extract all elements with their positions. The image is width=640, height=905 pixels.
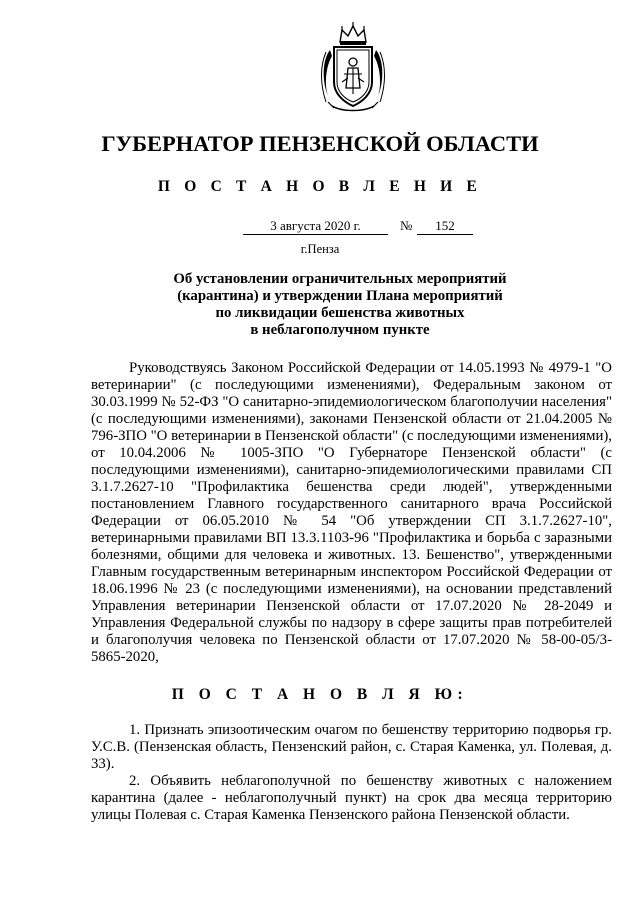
order-items — [91, 722, 612, 824]
order-item: 1. Признать эпизоотическим очагом по бешенству территорию подворья гр. У.С.В. (Пензенская область, Пензенский район, с. Старая Каменка, ул. Полевая, д. 33). — [91, 722, 612, 772]
decree-number: 152 — [417, 218, 473, 235]
decree-subject — [120, 271, 560, 339]
document-type-title: П О С Т А Н О В Л Е Н И Е — [157, 178, 483, 195]
decree-date: 3 августа 2020 г. — [243, 218, 388, 235]
preamble-block — [91, 360, 612, 666]
subject-line: Об установлении ограничительных мероприятий — [173, 271, 507, 287]
order-title: П О С Т А Н О В Л Я Ю: — [171, 686, 469, 703]
order-item: 2. Объявить неблагополучной по бешенству животных с наложением карантина (далее - неблагополучный пункт) на срок два месяца территорию улицы Полевая с. Старая Каменка Пензенского района Пензенской области. — [91, 773, 612, 823]
coat-of-arms-emblem — [318, 22, 388, 114]
number-sign: № — [400, 218, 413, 233]
preamble-paragraph: Руководствуясь Законом Российской Федерации от 14.05.1993 № 4979-1 "О ветеринарии" (с последующими изменениями), Федеральным законом от 30.03.1999 № 52-ФЗ "О санитарно-эпидемиологическом благополучии населения" (с последующими изменениями), законами Пензенской области от 21.04.2005 № 796-ЗПО "О ветеринарии в Пензенской области" (с последующими изменениями), от 10.04.2006 № 1005-ЗПО "О Губернаторе Пензенской области" (с последующими изменениями), санитарно-эпидемиологическими правилами СП 3.1.7.2627-10 "Профилактика бешенства среди людей", утвержденными постановлением Главного государственного санитарного врача Российской Федерации от 06.05.2010 № 54 "Об утверждении СП 3.1.7.2627-10", ветеринарными правилами ВП 13.3.1103-96 "Профилактика и борьба с заразными болезнями, общими для человека и животных. 13. Бешенство", утвержденными Главным государственным ветеринарным инспектором Российской Федерации от 18.06.1996 № 23 (с последующими изменениями), на основании представлений Управления ветеринарии Пензенской области от 17.07.2020 № 28-2049 и Управления Федеральной службы по надзору в сфере защиты прав потребителей и благополучия человека по Пензенской области от 17.07.2020 № 58-00-05/3-5865-2020, — [91, 360, 612, 665]
subject-line: по ликвидации бешенства животных — [215, 305, 465, 321]
subject-line: в неблагополучном пункте — [250, 322, 430, 338]
city-label: г.Пенза — [300, 242, 340, 256]
date-number-line — [0, 218, 640, 238]
subject-line: (карантина) и утверждении Плана мероприятий — [177, 288, 503, 304]
authority-title: ГУБЕРНАТОР ПЕНЗЕНСКОЙ ОБЛАСТИ — [101, 131, 539, 156]
